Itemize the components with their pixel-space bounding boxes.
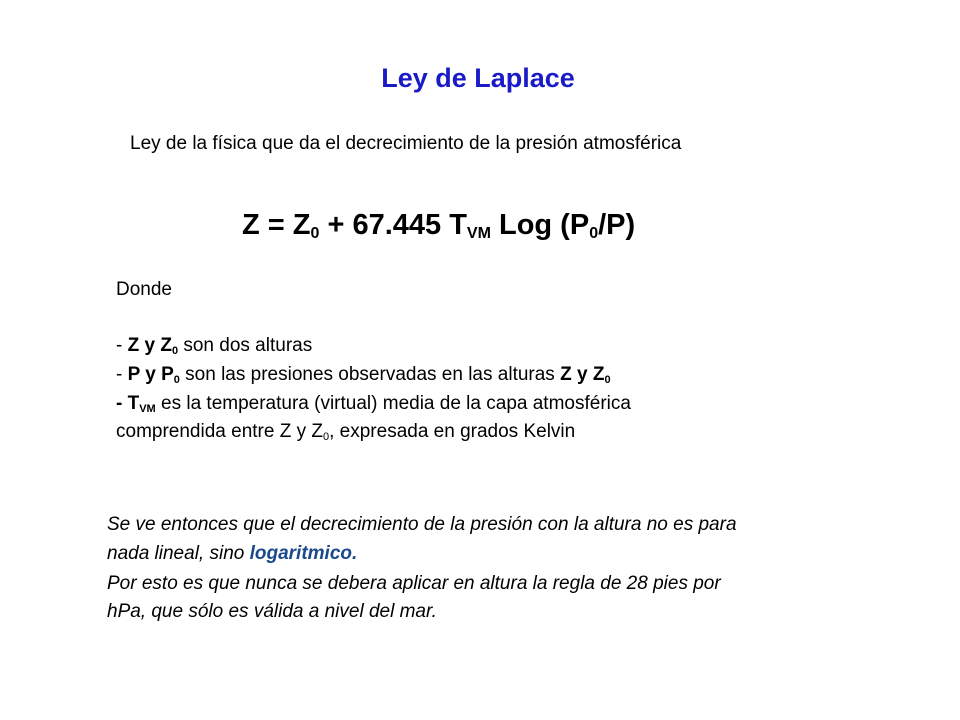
note-line-2 — [107, 543, 357, 565]
dash: - — [116, 364, 128, 385]
formula-z: Z = Z — [242, 209, 311, 241]
term-z-subscript: 0 — [322, 431, 330, 443]
term-p: P y P — [127, 364, 174, 385]
term-description: es la temperatura (virtual) media de la capa atmosférica — [155, 393, 631, 414]
term-description-rest: , expresada en grados Kelvin — [329, 421, 576, 442]
term-z: Z y Z — [127, 335, 172, 356]
note-line-3: Por esto es que nunca se debera aplicar en altura la regla de 28 pies por — [107, 573, 721, 594]
term-description: comprendida entre Z y Z — [116, 421, 323, 442]
term-t-subscript: VM — [139, 403, 156, 415]
formula-coefficient: + 67.445 T — [319, 209, 467, 241]
note-line-2-text: nada lineal, sino — [107, 543, 250, 564]
laplace-formula — [242, 209, 635, 242]
term-description: son dos alturas — [178, 335, 313, 356]
dash: - — [116, 335, 128, 356]
definition-item-pressures — [116, 364, 611, 386]
formula-log: Log (P — [490, 209, 590, 241]
term-description: son las presiones observadas en las alturas — [179, 364, 561, 385]
term-z-subscript: 0 — [171, 345, 179, 357]
formula-end: /P) — [598, 209, 636, 241]
term-p-subscript: 0 — [173, 374, 180, 386]
definitions-intro: Donde — [116, 279, 172, 300]
note-accent-word: logaritmico. — [249, 543, 358, 564]
term-t: - T — [116, 393, 140, 414]
term-z: Z y Z — [560, 364, 605, 385]
note-line-4: hPa, que sólo es válida a nivel del mar. — [107, 601, 437, 622]
page-title: Ley de Laplace — [381, 63, 575, 93]
definition-item-heights — [116, 335, 312, 357]
formula-z-subscript: 0 — [310, 225, 320, 242]
definition-item-temperature-continued — [116, 421, 575, 443]
formula-t-subscript: VM — [466, 225, 491, 242]
note-line-1: Se ve entonces que el decrecimiento de la presión con la altura no es para — [107, 514, 737, 535]
definition-item-temperature — [116, 393, 631, 415]
subtitle: Ley de la física que da el decrecimiento de la presión atmosférica — [130, 133, 682, 154]
formula-p-subscript: 0 — [589, 225, 599, 242]
term-z-subscript: 0 — [604, 374, 611, 386]
